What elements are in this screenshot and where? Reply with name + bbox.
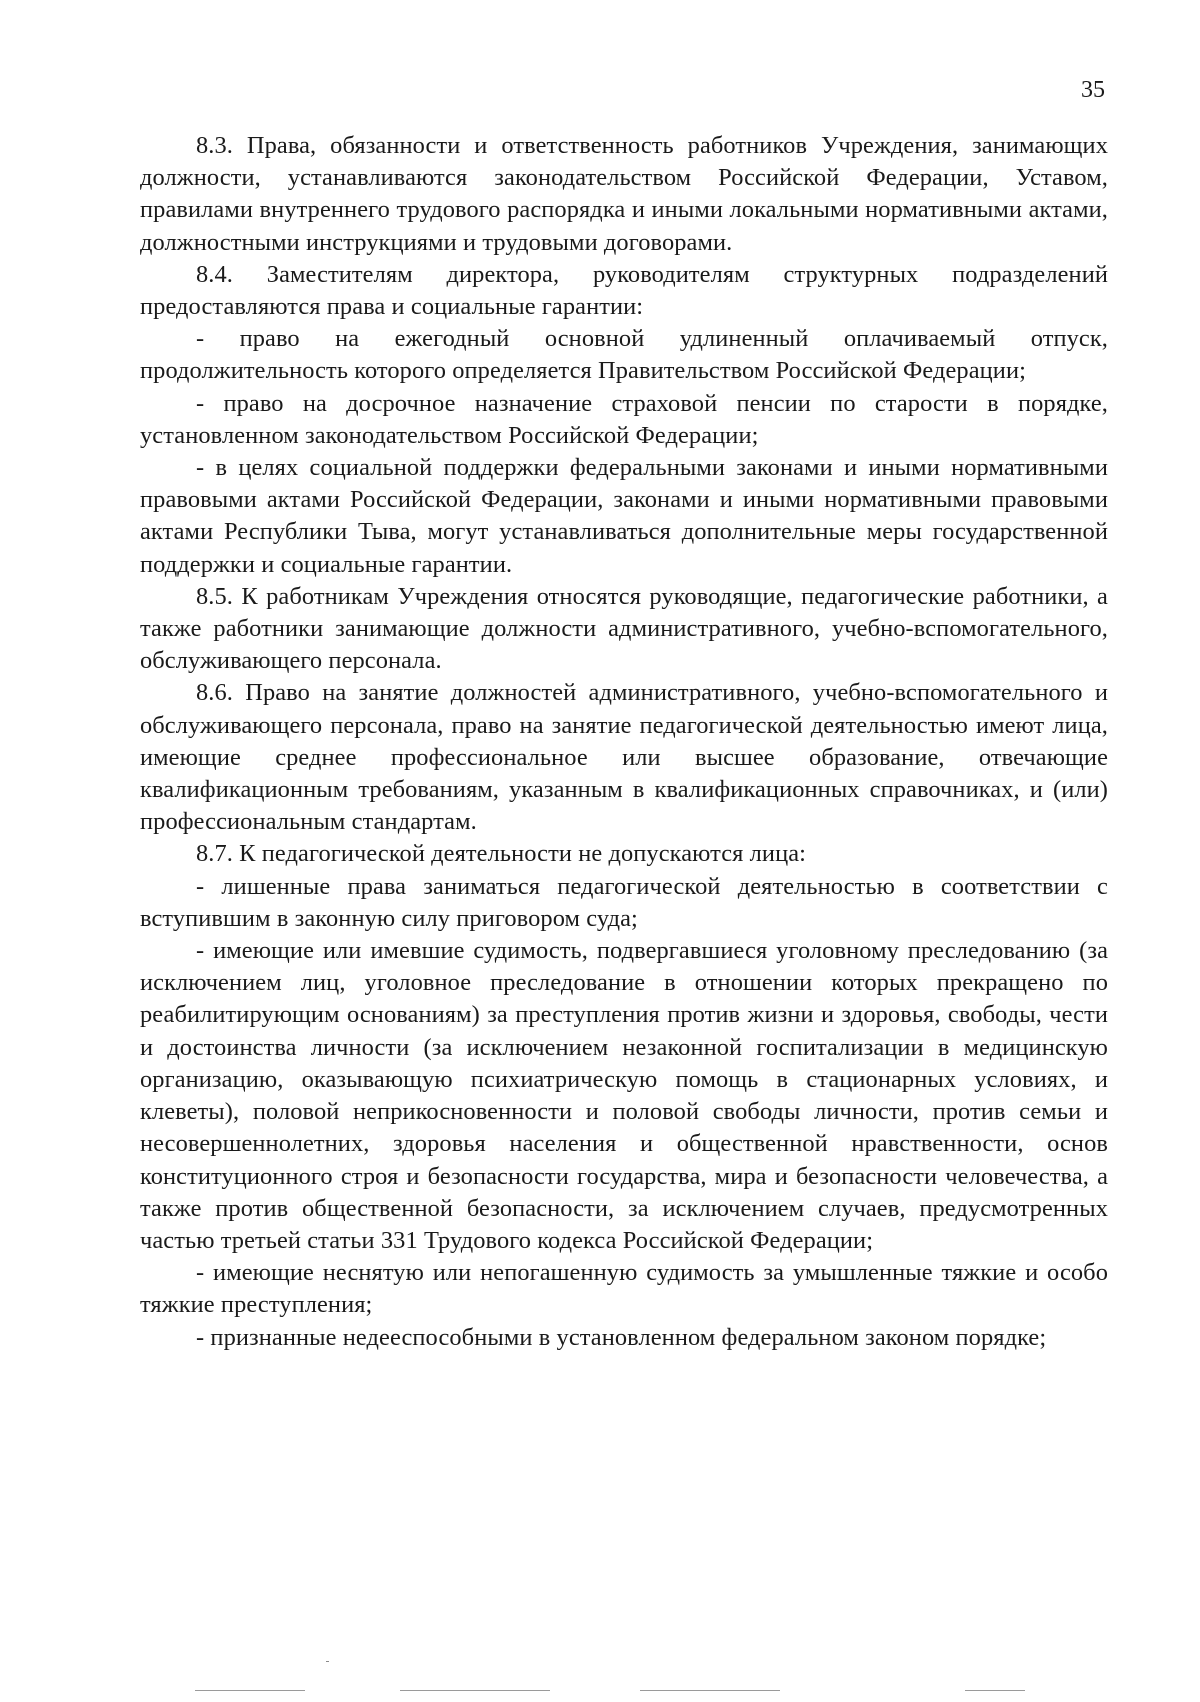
list-item-pension-right: - право на досрочное назначение страховой пенсии по старости в порядке, установленном законодательством Российской Федерации; xyxy=(140,389,1108,449)
scan-speck xyxy=(326,1661,329,1662)
paragraph-8-4: 8.4. Заместителям директора, руководителям структурных подразделений предоставляются права и социальные гарантии: xyxy=(140,260,1108,321)
paragraph-8-3: 8.3. Права, обязанности и ответственность работников Учреждения, занимающих должности, устанавливаются законодательством Российской Федерации, Уставом, правилами внутреннего трудового распорядка и иными локальными нормативными актами, должностными инструкциями и трудовыми договорами. xyxy=(140,132,1108,256)
page-number: 35 xyxy=(1081,77,1105,103)
paragraph-8-7: 8.7. К педагогической деятельности не допускаются лица: xyxy=(196,840,807,868)
list-item-unexpunged-conviction: - имеющие неснятую или непогашенную судимость за умышленные тяжкие и особо тяжкие преступления; xyxy=(140,1259,1108,1319)
document-body xyxy=(140,130,1108,1354)
paragraph-8-6: 8.6. Право на занятие должностей административного, учебно-вспомогательного и обслуживающего персонала, право на занятие педагогической деятельностью имеют лица, имеющие среднее профессиональное или высшее образование, отвечающие квалификационным требованиям, указанным в квалификационных справочниках, и (или) профессиональным стандартам. xyxy=(140,679,1108,836)
scan-edge-line xyxy=(195,1690,305,1691)
scan-edge-line xyxy=(400,1690,550,1691)
list-item-vacation-right: - право на ежегодный основной удлиненный оплачиваемый отпуск, продолжительность которого определяется Правительством Российской Федерации; xyxy=(140,325,1108,385)
paragraph-8-5: 8.5. К работникам Учреждения относятся руководящие, педагогические работники, а также работники занимающие должности административного, учебно-вспомогательного, обслуживающего персонала. xyxy=(140,582,1108,675)
list-item-criminal-record: - имеющие или имевшие судимость, подвергавшиеся уголовному преследованию (за исключением лиц, уголовное преследование в отношении которых прекращено по реабилитирующим основаниям) за преступления против жизни и здоровья, свободы, чести и достоинства личности (за исключением незаконной госпитализации в медицинскую организацию, оказывающую психиатрическую помощь в стационарных условиях, и клеветы), половой неприкосновенности и половой свободы личности, против семьи и несовершеннолетних, здоровья населения и общественной нравственности, основ конституционного строя и безопасности государства, мира и безопасности человечества, а также против общественной безопасности, за исключением случаев, предусмотренных частью третьей статьи 331 Трудового кодекса Российской Федерации; xyxy=(140,937,1108,1254)
scan-edge-line xyxy=(640,1690,780,1691)
list-item-social-support: - в целях социальной поддержки федеральными законами и иными нормативными правовыми актами Российской Федерации, законами и иными нормативными правовыми актами Республики Тыва, могут устанавливаться дополнительные меры государственной поддержки и социальные гарантии. xyxy=(140,454,1108,578)
scan-edge-line xyxy=(965,1690,1025,1691)
list-item-deprived-of-right: - лишенные права заниматься педагогической деятельностью в соответствии с вступившим в законную силу приговором суда; xyxy=(140,872,1108,932)
list-item-legally-incapable: - признанные недееспособными в установленном федеральном законом порядке; xyxy=(196,1323,1047,1351)
